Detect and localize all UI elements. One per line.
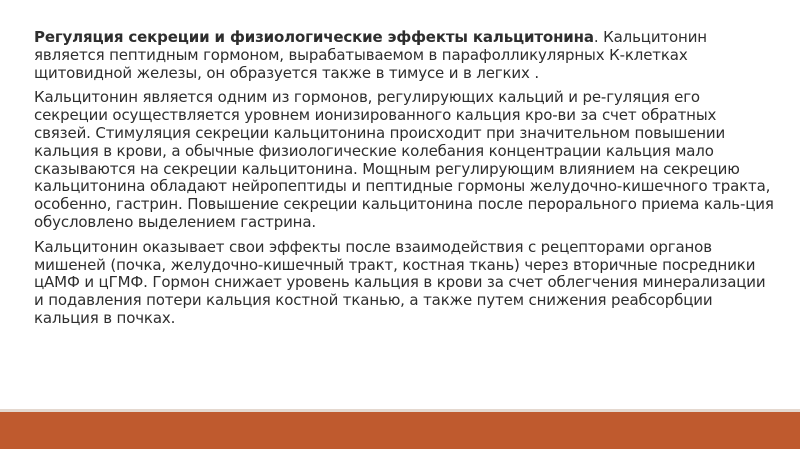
slide-title-period: . — [593, 28, 599, 46]
intro-paragraph — [34, 29, 774, 82]
footer-bar — [0, 412, 800, 449]
slide-text-body — [34, 29, 774, 335]
regulation-paragraph: Кальцитонин является одним из гормонов, регулирующих кальций и ре-гуляция его секреции осуществляется уровнем ионизированного кальция кро-ви за счет обратных связей. Стимуляция секреции кальцитонина происходит при значительном повышении кальция в крови, а обычные физиологические колебания концентрации кальция мало сказываются на секреции кальцитонина. Мощным регулирующим влиянием на секрецию кальцитонина обладают нейропептиды и пептидные гормоны желудочно-кишечного тракта, особенно, гастрин. Повышение секреции кальцитонина после перорального приема каль-ция обусловлено выделением гастрина. — [34, 88, 774, 231]
effects-paragraph: Кальцитонин оказывает свои эффекты после взаимодействия с рецепторами органов мишеней (почка, желудочно-кишечный тракт, костная ткань) через вторичные посредники цАМФ и цГМФ. Гормон снижает уровень кальция в крови за счет облегчения минерализации и подавления потери кальция костной тканью, а также путем снижения реабсорбции кальция в почках. — [34, 237, 766, 327]
intro-text: Кальцитонин является пептидным гормоном, вырабатываемом в парафолликулярных К-клетках щитовидной железы, он образуется также в тимусе и в легких . — [34, 28, 707, 82]
slide-title: Регуляция секреции и физиологические эффекты кальцитонина — [34, 28, 594, 46]
